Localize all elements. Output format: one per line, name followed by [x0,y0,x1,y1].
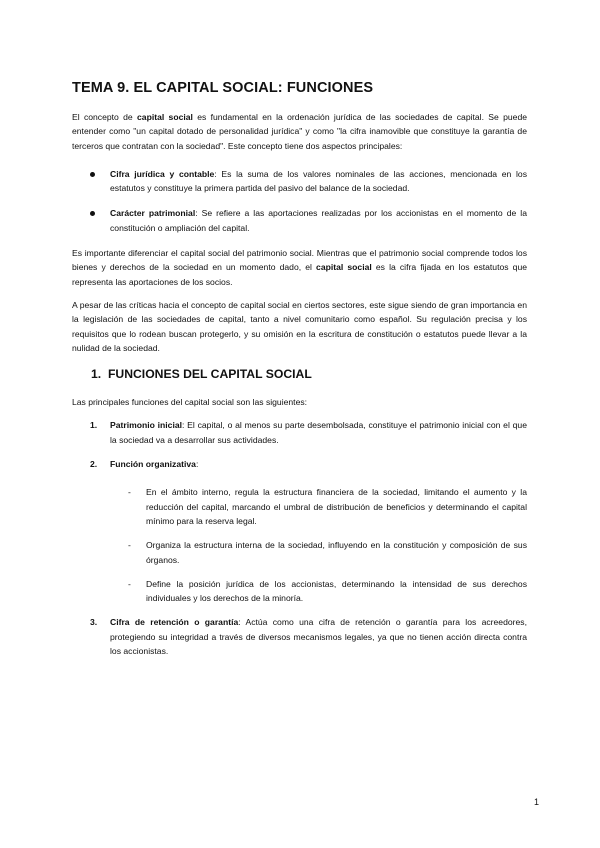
document-title: TEMA 9. EL CAPITAL SOCIAL: FUNCIONES [72,80,374,96]
sublist-item: - Define la posición jurídica de los accionistas, determinando la intensidad de sus derechos individuales y los derechos de la minoría. [128,578,527,604]
term-capital-social: capital social [316,262,372,273]
intro-paragraph: El concepto de capital social es fundamental en la ordenación jurídica de las sociedades de capital. Se puede entender como "un capital dotado de personalidad jurídica" y como "la cifra inamovible que constituye la garantía de terceros que contratan con la sociedad". Este concepto tiene dos aspectos principales: [72,112,528,151]
organizational-sublist [110,485,527,605]
page-number: 1 [534,797,540,807]
importance-paragraph: A pesar de las críticas hacia el concepto de capital social en ciertos sectores, este sigue siendo de gran importancia en la legislación de las sociedades de capital, tanto a nivel comunitario como español. Su regulación precisa y los requisitos que lo rodean buscan protegerlo, y su omisión en la escritura de constitución o estatutos puede llevar a la nulidad de la sociedad. [72,299,527,353]
functions-intro: Las principales funciones del capital social son las siguientes: [72,397,308,408]
term-capital-social: capital social [137,112,193,122]
capital-vs-patrimonio-paragraph: Es importante diferenciar el capital social del patrimonio social. Mientras que el patrimonio social comprende todos los bienes y derechos de la sociedad en un momento dado, el capital social es la cifra fijada en los estatutos que representa las aportaciones de los socios. [72,248,527,287]
list-item: 1. Patrimonio inicial: El capital, o al menos su parte desembolsada, constituye el patrimonio inicial con el que la sociedad va a desarrollar sus actividades. [90,420,527,445]
section-heading: 1. FUNCIONES DEL CAPITAL SOCIAL [91,367,312,382]
document-page [72,80,527,668]
sublist-item: - Organiza la estructura interna de la sociedad, influyendo en la constitución y composición de sus órganos. [128,540,527,565]
list-item: Carácter patrimonial: Se refiere a las aportaciones realizadas por los accionistas en el momento de la constitución o ampliación del capital. [72,206,527,235]
bullet-icon [90,172,95,177]
bullet-icon [90,211,95,216]
functions-list [72,418,527,658]
list-item: Cifra jurídica y contable: Es la suma de los valores nominales de las acciones, mencionada en los estatutos y constituye la primera partida del pasivo del balance de la sociedad. [72,167,527,196]
aspects-list [72,167,527,235]
list-item: 2. Función organizativa: - En el ámbito interno, regula la estructura financiera de la sociedad, limitando el aumento y la reducción del capital, marcando el umbral de distribución de beneficios y determinando el capital mínimo para la reserva legal. - Organiza la estructura interna de la sociedad, influyendo en la constitución y composición de sus órganos. - Define la posición jurídica de los accionistas, determinando la intensidad de sus derechos individuales y los derechos de la minoría. [72,457,527,605]
sublist-item: - En el ámbito interno, regula la estructura financiera de la sociedad, limitando el aumento y la reducción del capital, marcando el umbral de distribución de beneficios y determinando el capital mínimo para la reserva legal. [128,487,527,526]
list-item: 3. Cifra de retención o garantía: Actúa como una cifra de retención o garantía para los acreedores, protegiendo su integridad a través de diversos mecanismos legales, ya que no tienen acción directa contra los accionistas. [90,617,527,657]
